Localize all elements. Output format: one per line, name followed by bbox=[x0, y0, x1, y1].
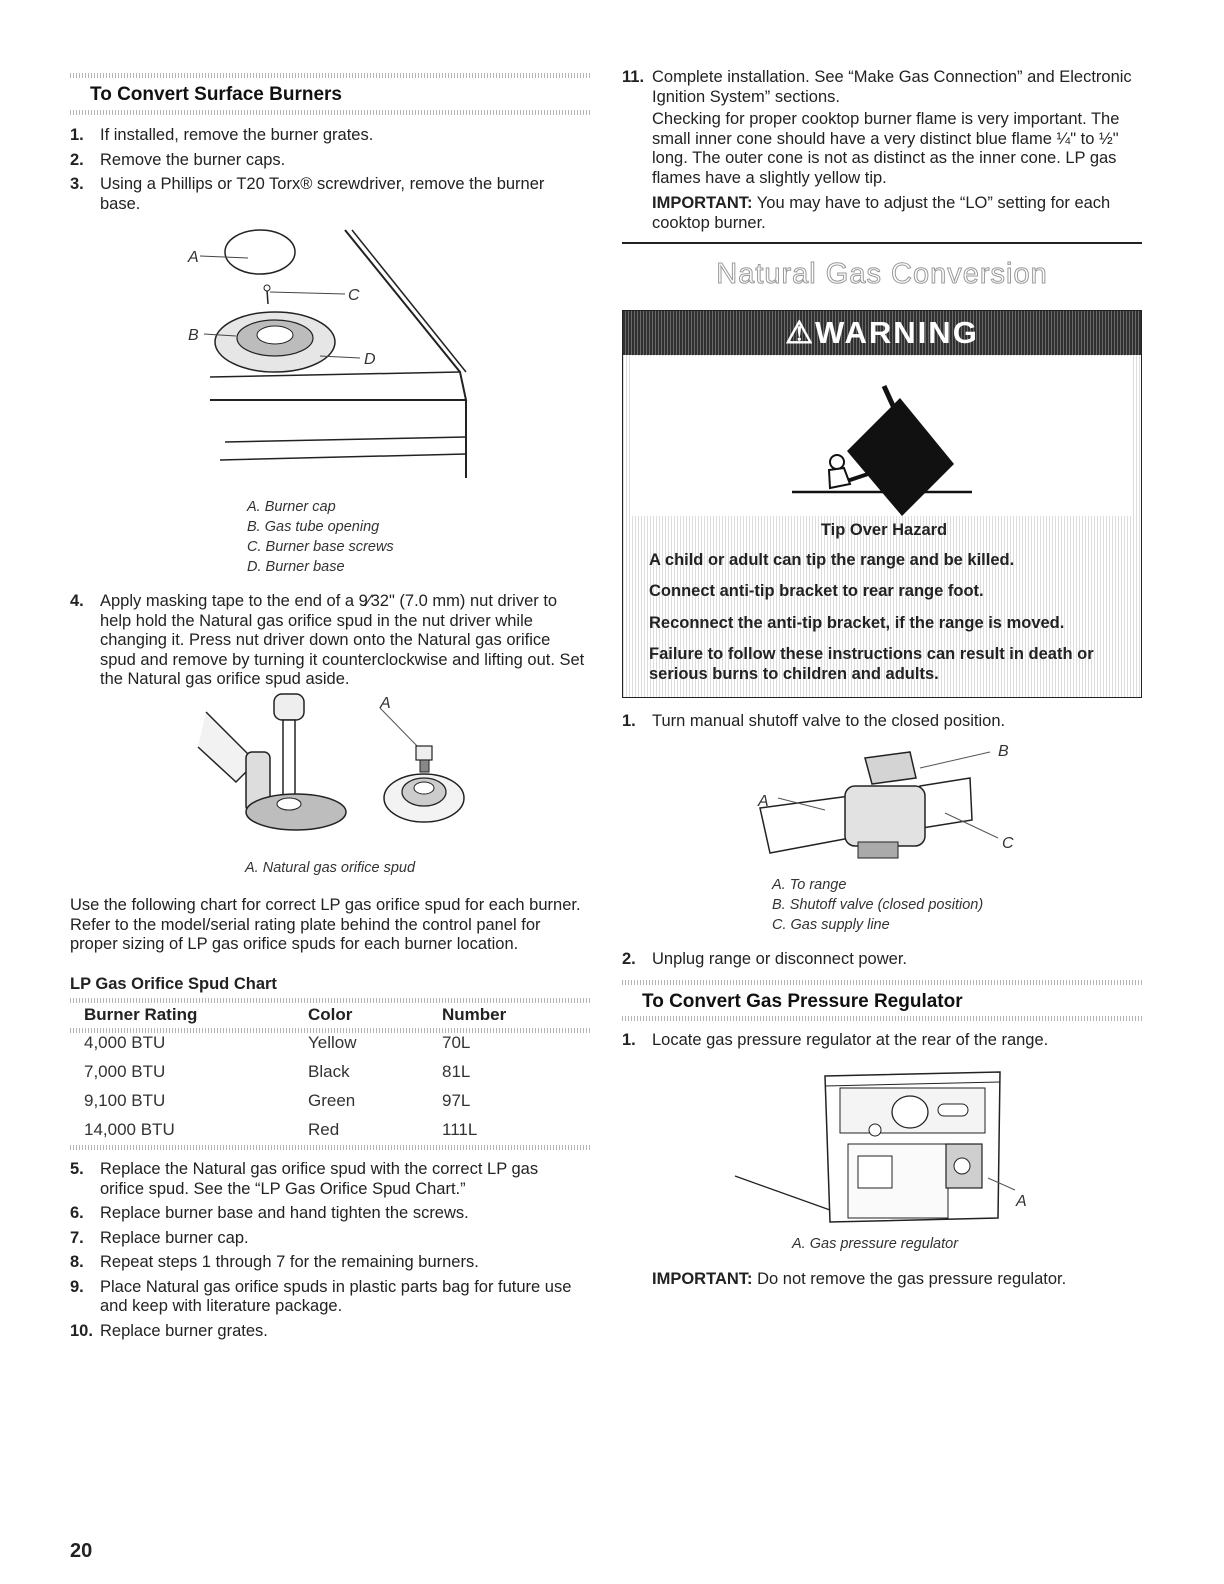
chart-intro: Use the following chart for correct LP gas orifice spud for each burner. Refer to the model/serial rating plate behind the control panel for proper sizing of LP gas orifice spuds for each burner location. bbox=[70, 896, 581, 953]
flame-paragraph: Checking for proper cooktop burner flame is very important. The small inner cone should have a very distinct blue flame ¼" to ½" long. The outer cone is not as distinct as the inner cone. LP gas flames have a slightly yellow tip. bbox=[652, 110, 1120, 187]
table-cell: 70L bbox=[442, 1033, 471, 1052]
section-title-surface-burners: To Convert Surface Burners bbox=[90, 84, 342, 105]
table-cell: 111L bbox=[442, 1120, 478, 1139]
caption-line: B. Gas tube opening bbox=[247, 519, 380, 535]
label-c: C bbox=[348, 287, 360, 304]
divider bbox=[622, 242, 1142, 244]
table-cell: 7,000 BTU bbox=[84, 1062, 166, 1081]
chart-title: LP Gas Orifice Spud Chart bbox=[70, 975, 277, 993]
warning-line: Connect anti-tip bracket to rear range foot. bbox=[649, 582, 984, 600]
section-rule-bottom bbox=[70, 110, 592, 115]
steps-list-b bbox=[70, 1160, 585, 1346]
list-item: 6. Replace burner base and hand tighten the screws. bbox=[70, 1204, 469, 1222]
fig4-caption: A. Gas pressure regulator bbox=[792, 1236, 959, 1252]
label-b: B bbox=[188, 327, 199, 344]
spud-chart-table bbox=[70, 1000, 592, 1145]
column-header: Number bbox=[442, 1005, 507, 1024]
table-cell: 4,000 BTU bbox=[84, 1033, 166, 1052]
conversion-title: Natural Gas Conversion bbox=[716, 258, 1048, 290]
caption-line: D. Burner base bbox=[247, 559, 345, 575]
step-11 bbox=[622, 68, 1142, 112]
table-cell: 9,100 BTU bbox=[84, 1091, 166, 1110]
list-item: 8. Repeat steps 1 through 7 for the remaining burners. bbox=[70, 1253, 479, 1271]
label-d: D bbox=[364, 351, 376, 368]
label-a: A bbox=[188, 249, 199, 266]
list-item: 10. Replace burner grates. bbox=[70, 1321, 268, 1340]
burner-diagram bbox=[170, 222, 490, 484]
steps-list-a bbox=[70, 126, 585, 219]
table-cell: Yellow bbox=[308, 1033, 357, 1052]
list-item: 1. Turn manual shutoff valve to the closed position. bbox=[622, 712, 1006, 730]
fig1-captions bbox=[247, 497, 394, 577]
caption-line: A. To range bbox=[772, 877, 847, 893]
regulator-diagram bbox=[730, 1068, 1030, 1224]
section-rule-top bbox=[622, 980, 1142, 985]
list-item: 1. If installed, remove the burner grates. bbox=[70, 126, 374, 144]
page-number: 20 bbox=[70, 1540, 93, 1562]
list-item: 4. Apply masking tape to the end of a 9⁄32" (7.0 mm) nut driver to help hold the Natural gas orifice spud in the nut driver while changing it. Press nut driver down onto the Natural gas orifice spud and remove by turning it counterclockwise and lifting out. Set the Natural gas orifice spud aside. bbox=[70, 592, 585, 688]
warning-box bbox=[622, 310, 1142, 698]
orifice-spud-diagram bbox=[196, 692, 476, 842]
label-a: A bbox=[380, 695, 391, 712]
list-item: 3. Using a Phillips or T20 Torx® screwdriver, remove the burner base. bbox=[70, 175, 545, 213]
table-cell: Black bbox=[308, 1062, 350, 1081]
list-item: 1. Locate gas pressure regulator at the rear of the range. bbox=[622, 1031, 1049, 1049]
caption-line: C. Gas supply line bbox=[772, 917, 890, 933]
list-item: 11. Complete installation. See “Make Gas Connection” and Electronic Ignition System” sections. bbox=[622, 68, 1132, 106]
step-4 bbox=[70, 592, 585, 695]
table-cell: 14,000 BTU bbox=[84, 1120, 175, 1139]
table-header-row bbox=[70, 1000, 592, 1029]
caption-line: B. Shutoff valve (closed position) bbox=[772, 897, 984, 913]
column-header: Color bbox=[308, 1005, 353, 1024]
shutoff-step-1 bbox=[622, 712, 1142, 737]
list-item: 2. Remove the burner caps. bbox=[70, 150, 286, 169]
table-rule-header bbox=[70, 1028, 592, 1033]
list-item: 5. Replace the Natural gas orifice spud with the correct LP gas orifice spud. See the “LP Gas Orifice Spud Chart.” bbox=[70, 1160, 539, 1198]
table-cell: 97L bbox=[442, 1091, 471, 1110]
table-row bbox=[70, 1029, 592, 1058]
list-item: 9. Place Natural gas orifice spuds in plastic parts bag for future use and keep with literature package. bbox=[70, 1277, 572, 1315]
section-rule-bottom bbox=[622, 1016, 1142, 1021]
caption-line: A. Burner cap bbox=[247, 499, 336, 515]
shutoff-valve-diagram bbox=[740, 738, 1030, 868]
warning-triangle-icon: ⚠ bbox=[785, 315, 815, 350]
label-a: A bbox=[1016, 1193, 1027, 1210]
shutoff-step-2 bbox=[622, 950, 1142, 975]
caption-line: C. Burner base screws bbox=[247, 539, 394, 555]
important-note-regulator: IMPORTANT: Do not remove the gas pressure regulator. bbox=[652, 1270, 1067, 1288]
section-title-regulator: To Convert Gas Pressure Regulator bbox=[642, 991, 963, 1012]
list-item: 7. Replace burner cap. bbox=[70, 1228, 249, 1247]
table-row bbox=[70, 1116, 592, 1145]
table-rule-bottom bbox=[70, 1145, 592, 1150]
table-cell: 81L bbox=[442, 1062, 471, 1081]
warning-line: Reconnect the anti-tip bracket, if the range is moved. bbox=[649, 614, 1065, 632]
table-cell: Green bbox=[308, 1091, 356, 1110]
tip-over-illustration bbox=[632, 356, 1132, 516]
warning-title: Tip Over Hazard bbox=[820, 521, 948, 539]
section-rule-top bbox=[70, 73, 592, 78]
column-header: Burner Rating bbox=[84, 1005, 198, 1024]
table-cell: Red bbox=[308, 1120, 340, 1139]
tipping-range-icon bbox=[847, 398, 954, 516]
fig3-captions bbox=[772, 875, 983, 935]
child-figure-icon bbox=[830, 455, 844, 469]
warning-line: Failure to follow these instructions can result in death or serious burns to children and adults. bbox=[649, 645, 1094, 683]
label-a: A bbox=[758, 793, 769, 810]
fig2-caption: A. Natural gas orifice spud bbox=[245, 860, 416, 876]
warning-banner: ⚠WARNING bbox=[623, 311, 1141, 355]
table-row bbox=[70, 1087, 592, 1116]
label-b: B bbox=[998, 743, 1009, 760]
table-row bbox=[70, 1058, 592, 1087]
label-c: C bbox=[1002, 835, 1014, 852]
warning-line: A child or adult can tip the range and be killed. bbox=[649, 551, 1015, 569]
important-note-lo: IMPORTANT: You may have to adjust the “LO” setting for each cooktop burner. bbox=[652, 194, 1111, 232]
regulator-step-1 bbox=[622, 1031, 1142, 1056]
list-item: 2. Unplug range or disconnect power. bbox=[622, 950, 907, 968]
